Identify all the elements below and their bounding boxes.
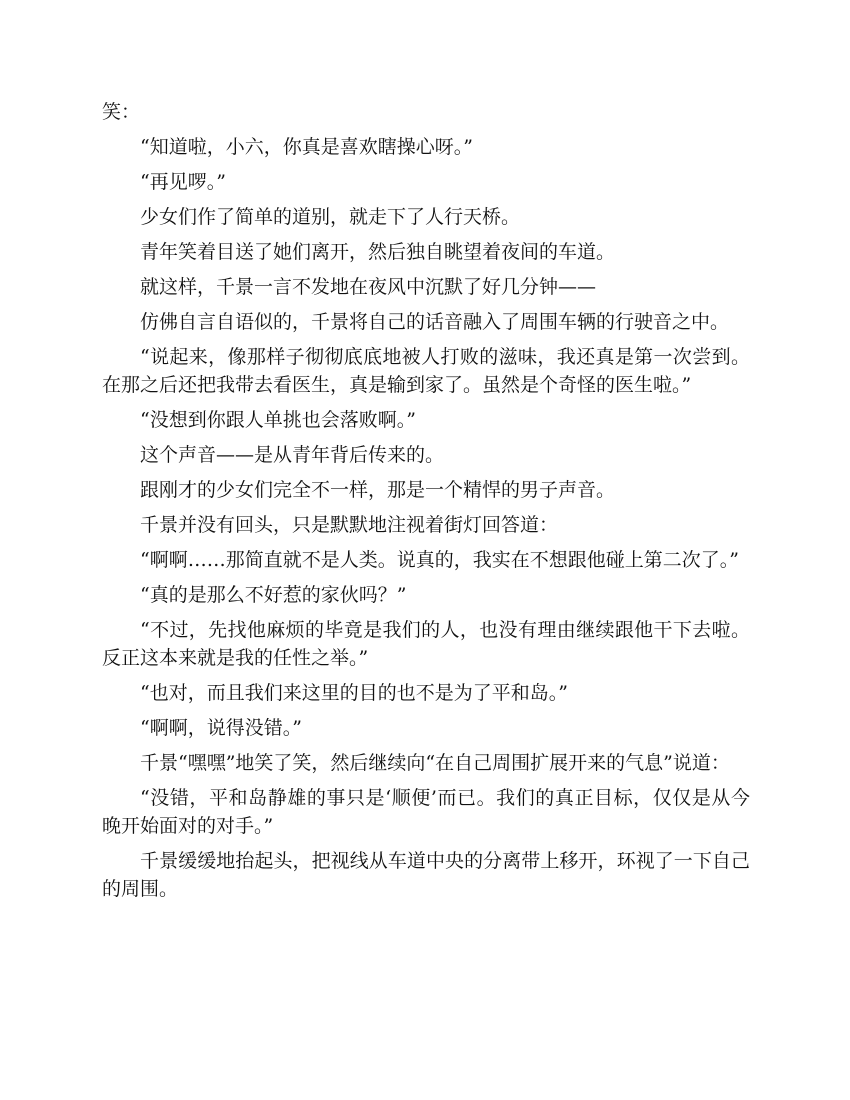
body-text	[102, 98, 750, 910]
paragraph: 少女们作了简单的道别，就走下了人行天桥。	[140, 206, 521, 228]
paragraph: “知道啦，小六，你真是喜欢瞎操心呀。”	[140, 136, 473, 158]
paragraph: 青年笑着目送了她们离开，然后独自眺望着夜间的车道。	[140, 241, 616, 263]
paragraph: “没错，平和岛静雄的事只是‘顺便’而已。我们的真正目标，仅仅是从今晚开始面对的对手。”	[102, 787, 750, 837]
paragraph: 千景缓缓地抬起头，把视线从车道中央的分离带上移开，环视了一下自己的周围。	[102, 850, 750, 900]
paragraph: 这个声音——是从青年背后传来的。	[140, 444, 445, 466]
paragraph: “也对，而且我们来这里的目的也不是为了平和岛。”	[140, 682, 568, 704]
paragraph: “啊啊……那简直就不是人类。说真的，我实在不想跟他碰上第二次了。”	[140, 549, 739, 571]
paragraph: 跟刚才的少女们完全不一样，那是一个精悍的男子声音。	[140, 479, 616, 501]
paragraph: “真的是那么不好惹的家伙吗？”	[140, 584, 407, 606]
paragraph: 就这样，千景一言不发地在夜风中沉默了好几分钟——	[140, 276, 597, 298]
paragraph: “不过，先找他麻烦的毕竟是我们的人，也没有理由继续跟他干下去啦。反正这本来就是我的任性之举。”	[102, 619, 750, 669]
paragraph: 笑：	[102, 101, 141, 123]
paragraph: “没想到你跟人单挑也会落败啊。”	[140, 409, 416, 431]
paragraph: “啊啊，说得没错。”	[140, 717, 302, 739]
paragraph: “说起来，像那样子彻彻底底地被人打败的滋味，我还真是第一次尝到。在那之后还把我带去看医生，真是输到家了。虽然是个奇怪的医生啦。”	[102, 346, 750, 396]
paragraph: “再见啰。”	[140, 171, 226, 193]
paragraph: 仿佛自言自语似的，千景将自己的话音融入了周围车辆的行驶音之中。	[140, 311, 730, 333]
paragraph: 千景并没有回头，只是默默地注视着街灯回答道：	[140, 514, 559, 536]
paragraph: 千景“嘿嘿”地笑了笑，然后继续向“在自己周围扩展开来的气息”说道：	[140, 752, 730, 774]
